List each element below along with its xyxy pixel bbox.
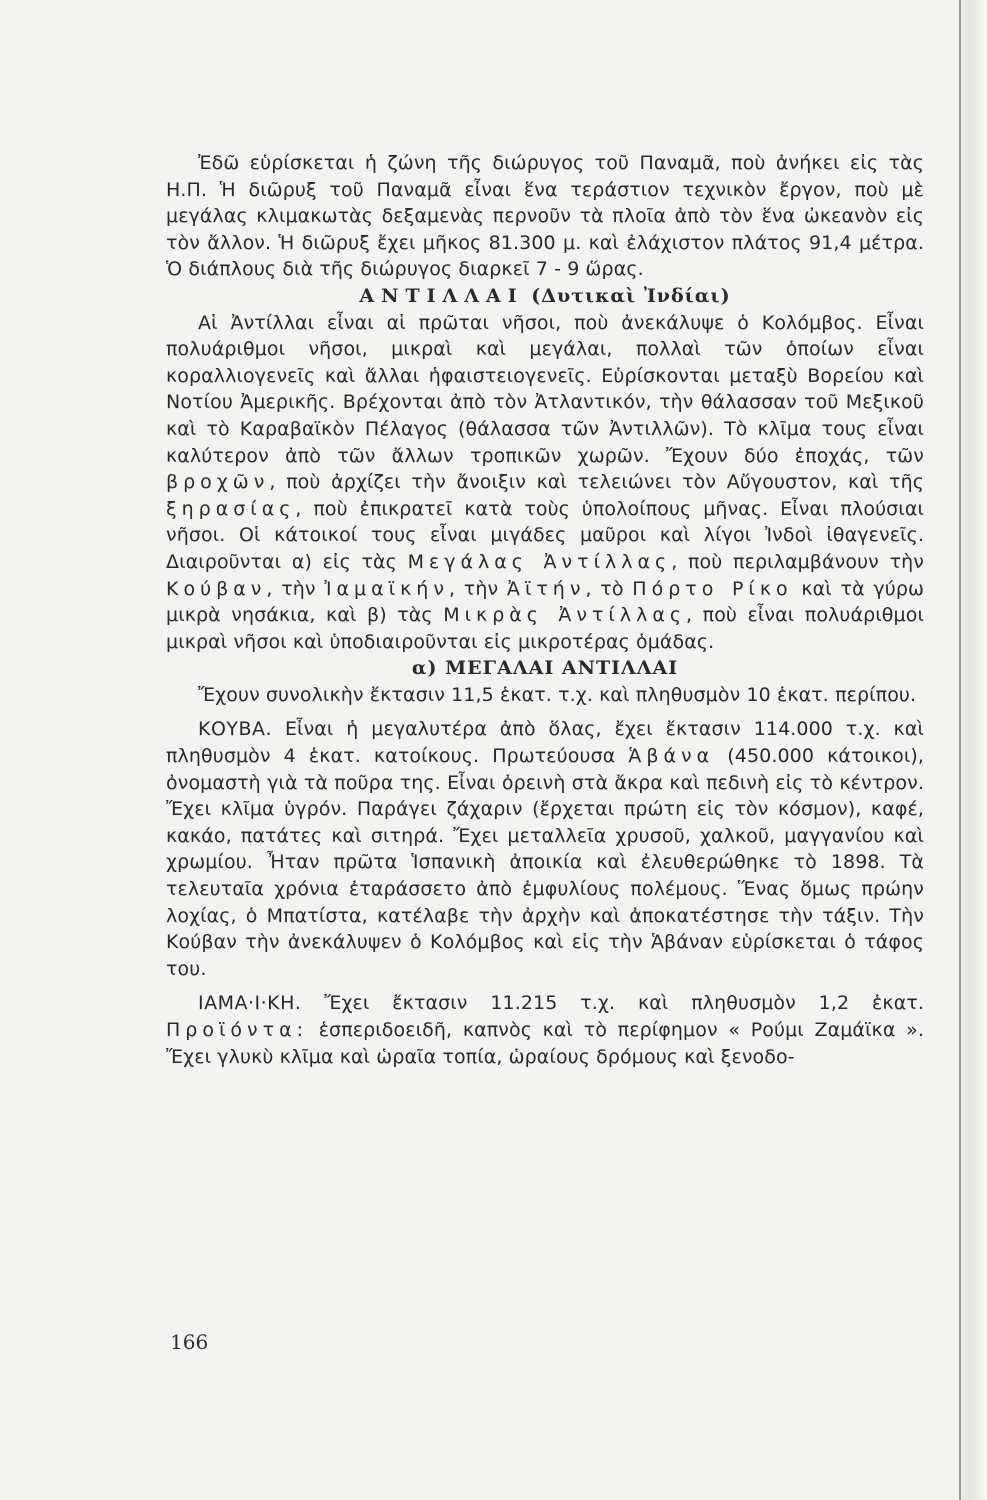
- antilles-text-6: , τὴν: [448, 577, 499, 600]
- antilles-text-4: , ποὺ περιλαμβάνουν τὴν: [671, 550, 924, 573]
- term-puerto-rico: Πόρτο Ρίκο: [632, 577, 793, 600]
- antilles-text-7: , τὸ: [585, 577, 624, 600]
- term-havana: Ἁβάνα: [628, 745, 715, 768]
- term-greater-antilles: Μεγάλας Ἀντίλλας: [407, 550, 672, 573]
- cuba-name: ΚΟΥΒΑ.: [198, 718, 273, 741]
- cuba-text-1: Εἶναι ἡ μεγαλυτέρα ἀπὸ ὅλας, ἔχει ἔκτασιν 114.000 τ.χ. καὶ πληθυσμὸν 4 ἑκατ. κατοίκους. Πρωτεύουσα: [166, 718, 924, 768]
- intro-text: Ἐδῶ εὑρίσκεται ἡ ζώνη τῆς διώρυγος τοῦ Παναμᾶ, ποὺ ἀνήκει εἰς τὰς Η.Π. Ἡ διῶρυξ τοῦ Παναμᾶ εἶναι ἕνα τεράστιον τεχνικὸν ἔργον, ποὺ μὲ μεγάλας κλιμακωτὰς δεξαμενὰς περνοῦν τὰ πλοῖα ἀπὸ τὸν ἕνα ὠκεανὸν εἰς τὸν ἄλλον. Ἡ διῶρυξ ἔχει μῆκος 81.300 μ. καὶ ἐλάχιστον πλάτος 91,4 μέτρα. Ὁ διάπλους διὰ τῆς διώρυγος διαρκεῖ 7 - 9 ὥρας.: [166, 152, 924, 281]
- heading-greater-antilles: [166, 655, 924, 682]
- antilles-text-2: , ποὺ ἀρχίζει τὴν ἄνοιξιν καὶ τελειώνει τὸν Αὔγουστον, καὶ τῆς: [269, 471, 924, 494]
- heading-greater-title: ΜΕΓΑΛΑΙ ΑΝΤΙΛΛΑΙ: [445, 657, 679, 680]
- heading-antilles-title: ΑΝΤΙΛΛΑΙ: [359, 284, 524, 307]
- greater-text: Ἔχουν συνολικὴν ἔκτασιν 11,5 ἑκατ. τ.χ. καὶ πληθυσμὸν 10 ἑκατ. περίπου.: [198, 683, 917, 706]
- page-text: [166, 150, 924, 1070]
- term-haiti: Ἀϊτήν: [506, 577, 586, 600]
- heading-antilles: [166, 283, 924, 310]
- antilles-text-5: , τὴν: [266, 577, 316, 600]
- antilles-paragraph: [166, 310, 924, 656]
- intro-paragraph: [166, 150, 924, 283]
- antilles-text-3: , ποὺ ἐπικρατεῖ κατὰ τοὺς ὑπολοίπους μῆνας. Εἶναι πλούσιαι νῆσοι. Οἱ κάτοικοί τους εἶναι μιγάδες μαῦροι καὶ λίγοι Ἰνδοὶ ἰθαγενεῖς. Διαιροῦνται α) εἰς τὰς: [166, 497, 924, 573]
- heading-greater-prefix: α): [411, 657, 438, 680]
- jamaica-paragraph: [166, 990, 924, 1070]
- jamaica-text-1: Ἔχει ἔκτασιν 11.215 τ.χ. καὶ πληθυσμὸν 1,2 ἑκατ.: [324, 992, 924, 1015]
- term-cuba: Κούβαν: [166, 577, 267, 600]
- cuba-paragraph: [166, 716, 924, 982]
- antilles-text-1: Αἱ Ἀντίλλαι εἶναι αἱ πρῶται νῆσοι, ποὺ ἀνεκάλυψε ὁ Κολόμβος. Εἶναι πολυάριθμοι νῆσοι, μικραὶ καὶ μεγάλαι, πολλαὶ τῶν ὁποίων εἶναι κοραλλιογενεῖς καὶ ἄλλαι ἡφαιστειογενεῖς. Εὑρίσκονται μεταξὺ Βορείου καὶ Νοτίου Ἀμερικῆς. Βρέχονται ἀπὸ τὸν Ἀτλαντικόν, τὴν θάλασσαν τοῦ Μεξικοῦ καὶ τὸ Καραβαϊκὸν Πέλαγος (θάλασσα τῶν Ἀντιλλῶν). Τὸ κλῖμα τους εἶναι καλύτερον ἀπὸ τῶν ἄλλων τροπικῶν χωρῶν. Ἔχουν δύο ἐποχάς, τῶν: [166, 311, 924, 467]
- page-edge: [959, 0, 987, 1500]
- page-number: 166: [170, 1330, 209, 1354]
- antilles-text-9: , ποὺ εἶναι πολυάριθμοι μικραὶ νῆσοι καὶ ὑποδιαιροῦνται εἰς μικροτέρας ὁμάδας.: [166, 604, 924, 653]
- term-jamaica: Ἰαμαϊκήν: [324, 577, 449, 600]
- antilles-text-8: καὶ τὰ γύρω μικρὰ νησάκια, καὶ β) τὰς: [166, 577, 925, 627]
- term-products: Προϊόντα:: [166, 1019, 309, 1041]
- jamaica-text-2: ἑσπεριδοειδῆ, καπνὸς καὶ τὸ περίφημον « Ρούμι Ζαμάϊκα ». Ἔχει γλυκὺ κλῖμα καὶ ὡραῖα τοπία, ὡραίους δρόμους καὶ ξενοδο-: [166, 1019, 925, 1068]
- term-drought: ξηρασίας: [166, 497, 296, 520]
- heading-antilles-subtitle: (Δυτικαὶ Ἰνδίαι): [531, 284, 731, 307]
- jamaica-name: ΙΑΜΑ·Ι·ΚΗ.: [198, 992, 302, 1015]
- greater-paragraph: [166, 682, 924, 709]
- term-rains: βροχῶν: [166, 471, 270, 494]
- page-edge-line: [959, 0, 961, 1500]
- cuba-text-2: (450.000 κάτοικοι), ὀνομαστὴ γιὰ τὰ ποῦρα της. Εἶναι ὀρεινὴ στὰ ἄκρα καὶ πεδινὴ εἰς τὸ κέντρον. Ἔχει κλῖμα ὑγρόν. Παράγει ζάχαριν (ἔρχεται πρώτη εἰς τὸν κόσμον), καφέ, κακάο, πατάτες καὶ σιτηρά. Ἔχει μεταλλεῖα χρυσοῦ, χαλκοῦ, μαγγανίου καὶ χρωμίου. Ἦταν πρῶτα Ἱσπανικὴ ἀποικία καὶ ἐλευθερώθηκε τὸ 1898. Τὰ τελευταῖα χρόνια ἐταράσσετο ἀπὸ ἐμφυλίους πολέμους. Ἕνας ὅμως πρώην λοχίας, ὁ Μπατίστα, κατέλαβε τὴν ἀρχὴν καὶ ἀποκατέστησε τὴν τάξιν. Τὴν Κούβαν τὴν ἀνεκάλυψεν ὁ Κολόμβος καὶ εἰς τὴν Ἁβάναν εὑρίσκεται ὁ τάφος του.: [166, 745, 925, 980]
- term-lesser-antilles: Μικρὰς Ἀντίλλας: [443, 604, 686, 627]
